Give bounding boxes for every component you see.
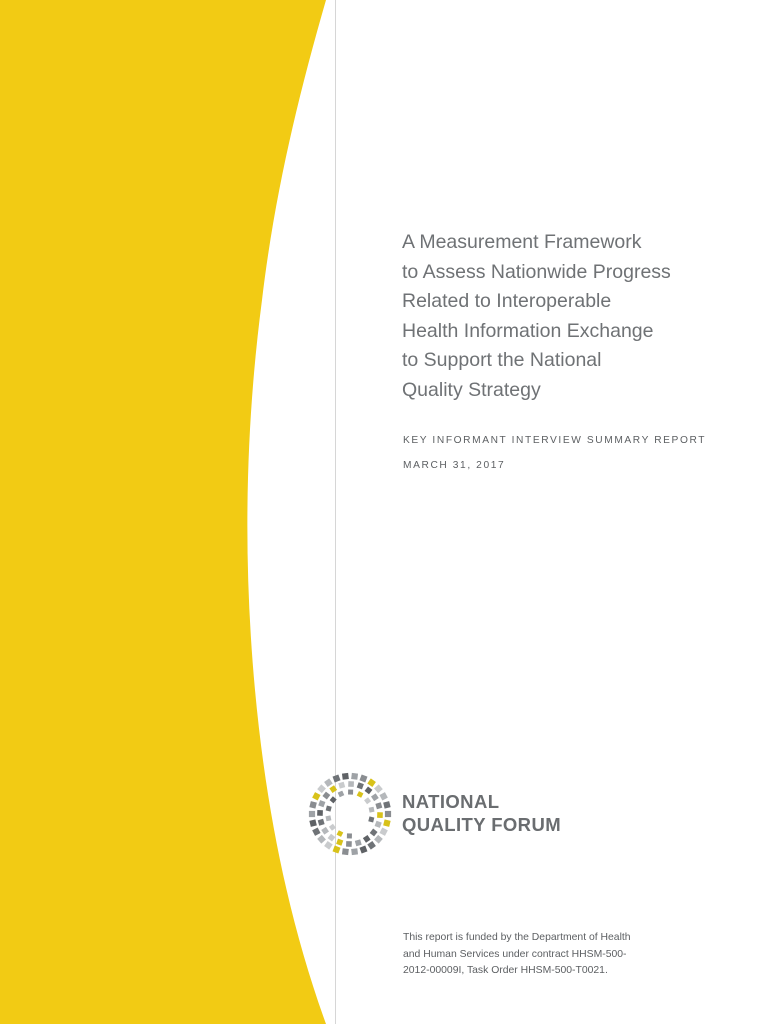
logo-tile (342, 773, 349, 780)
funding-line: and Human Services under contract HHSM-500- (403, 948, 627, 960)
logo-tile (333, 846, 341, 854)
logo-tile (312, 827, 320, 835)
logo-tile (317, 810, 323, 816)
logo-tile (374, 784, 383, 793)
title-line: Health Information Exchange (402, 319, 654, 342)
logo-tile (324, 778, 333, 787)
logo-tile (364, 797, 371, 804)
logo-tile (383, 801, 390, 808)
page-divider (335, 0, 336, 1024)
logo-tile (329, 824, 336, 831)
logo-tile (309, 811, 315, 817)
logo-tile (312, 792, 320, 800)
logo-tile (370, 829, 378, 837)
logo-tile (330, 796, 337, 803)
logo-tile (363, 835, 371, 843)
logo-tile (326, 805, 332, 811)
logo-tile (329, 785, 337, 793)
logo-tile (375, 802, 382, 809)
logo-tile (338, 782, 345, 789)
logo-tile (322, 792, 330, 800)
logo-tile (342, 848, 349, 855)
logo-tile (355, 839, 362, 846)
logo-line: QUALITY FORUM (402, 814, 562, 835)
mosaic-ring-icon (302, 770, 398, 856)
logo-tile (325, 815, 331, 821)
logo-tile (321, 827, 329, 835)
logo-tile (336, 839, 343, 846)
logo-tile (383, 819, 390, 826)
logo-tile (379, 792, 387, 800)
logo-tile (377, 812, 383, 818)
logo-tile (369, 807, 375, 813)
report-date: MARCH 31, 2017 (403, 460, 506, 471)
funding-line: 2012-00009I, Task Order HHSM-500-T0021. (403, 965, 608, 976)
logo-tile (359, 846, 367, 854)
logo-tile (367, 778, 376, 787)
logo-tile (338, 791, 345, 798)
logo-tile (357, 791, 364, 798)
logo-tile (348, 789, 353, 794)
logo-tile (333, 774, 341, 782)
logo-tile (367, 841, 376, 850)
logo-tile (348, 781, 354, 787)
title-line: Quality Strategy (402, 378, 541, 401)
logo-tile (371, 793, 379, 801)
funding-statement (403, 930, 703, 980)
logo-tile (337, 830, 344, 837)
logo-tile (318, 800, 325, 807)
logo-line: NATIONAL (402, 791, 500, 812)
logo-tile (309, 801, 316, 808)
logo-tile (379, 827, 387, 835)
logo-tile (324, 841, 333, 850)
logo-tile (317, 784, 326, 793)
logo-tile (359, 774, 367, 782)
logo-tile (385, 811, 391, 817)
report-title (402, 228, 747, 406)
logo-tile (375, 821, 382, 828)
logo-tile (351, 848, 358, 855)
logo-tile (346, 841, 352, 847)
logo-tile (318, 819, 325, 826)
logo-tile (368, 816, 374, 822)
title-line: A Measurement Framework (402, 231, 642, 253)
funding-line: This report is funded by the Department of Health (403, 932, 631, 943)
report-type-label: KEY INFORMANT INTERVIEW SUMMARY REPORT (403, 435, 707, 446)
logo-tile (309, 819, 316, 826)
organization-logo-text (402, 790, 561, 836)
logo-tile (374, 835, 383, 844)
logo-tile (365, 786, 373, 794)
logo-tile (328, 834, 336, 842)
logo-tile (347, 833, 352, 838)
logo-tile (357, 782, 364, 789)
title-line: to Assess Nationwide Progress (402, 260, 671, 283)
logo-tile (317, 835, 326, 844)
logo-tile (351, 773, 358, 780)
title-line: Related to Interoperable (402, 290, 612, 313)
title-line: to Support the National (402, 349, 602, 372)
